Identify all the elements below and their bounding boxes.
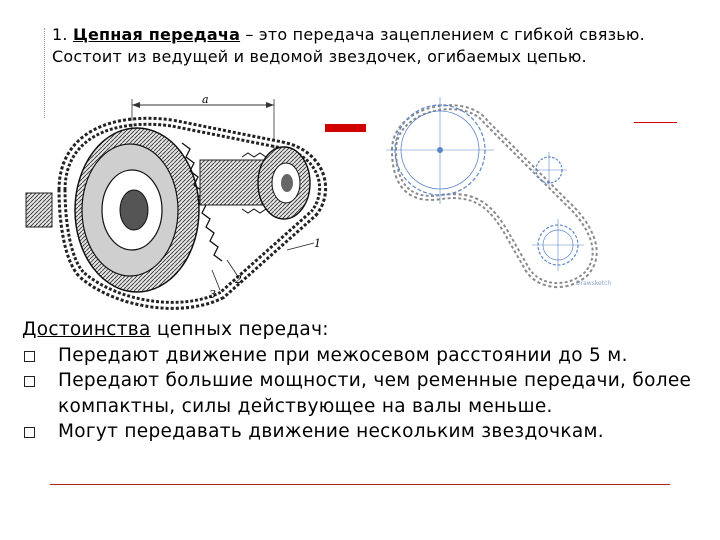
advantage-text-2: Передают большие мощности, чем ременные передачи, более компактны, силы действующее на валы меньше. (58, 370, 692, 417)
callout-3: 3 (209, 288, 216, 301)
intro-dash: – (240, 25, 259, 44)
square-bullet-icon (24, 427, 35, 438)
square-bullet-icon (24, 376, 35, 387)
intro-number: 1. (52, 25, 73, 44)
advantages-list (22, 343, 720, 445)
list-item (22, 343, 720, 369)
advantages-title-rest: цепных передач: (150, 319, 329, 340)
sketch-watermark: Drawsketch (576, 280, 612, 287)
intro-term: Цепная передача (72, 25, 241, 44)
square-bullet-icon (24, 351, 35, 362)
chain-drive-illustration (22, 95, 332, 310)
advantage-text-1: Передают движение при межосевом расстоянии до 5 м. (58, 344, 628, 366)
chain-sketch-illustration (366, 92, 634, 297)
intro-text: это передача зацеплением с гибкой связью. Состоит из ведущей и ведомой звездочек, огибаемых цепью. (52, 25, 645, 66)
advantages-title (22, 317, 720, 343)
advantage-text-3: Могут передавать движение нескольким звездочкам. (58, 421, 604, 442)
list-item (22, 419, 720, 445)
callout-2: 2 (235, 273, 242, 286)
advantages-title-underlined: Достоинства (22, 319, 151, 340)
dimension-label-a: a (202, 95, 209, 106)
intro-paragraph (52, 24, 692, 68)
advantages-section (22, 317, 720, 445)
list-item (22, 368, 720, 419)
callout-1: 1 (314, 237, 321, 250)
red-accent-line (632, 122, 677, 123)
bottom-divider (50, 484, 670, 485)
